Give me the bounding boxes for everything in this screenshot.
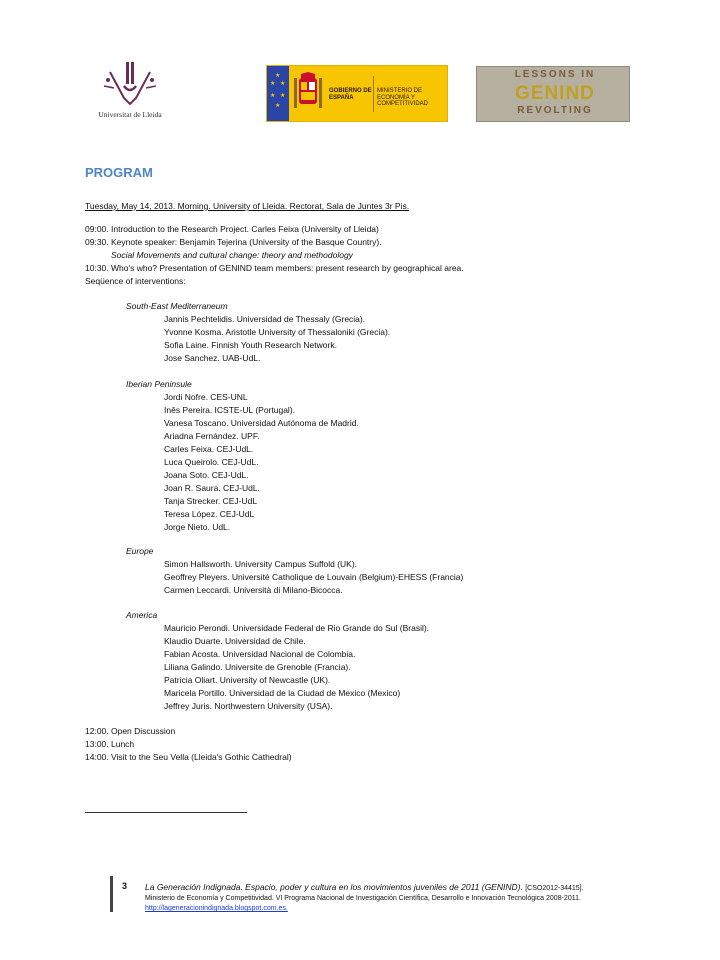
university-emblem-icon — [84, 58, 176, 110]
page-title: PROGRAM — [85, 165, 153, 180]
government-label: GOBIERNO DE ESPAÑA — [329, 88, 372, 101]
member-item: Jorge Nieto. UdL. — [164, 522, 231, 532]
schedule-line: 14:00. Visit to the Seu Vella (Lleida's Gothic Cathedral) — [85, 752, 292, 762]
member-item: Joan R. Saura. CEJ-UdL. — [164, 483, 260, 493]
member-item: Jannis Pechtelidis. Universidad de Thessaly (Grecia). — [164, 314, 366, 324]
member-item: Joana Soto. CEJ-UdL. — [164, 470, 249, 480]
member-item: Mauricio Perondi. Universidade Federal de Rio Grande do Sul (Brasil). — [164, 623, 430, 633]
genind-logo — [476, 66, 630, 122]
member-item: Teresa López. CEJ-UdL — [164, 509, 255, 519]
member-item: Carles Feixa. CEJ-UdL. — [164, 444, 254, 454]
keynote-topic: Social Movements and cultural change: theory and methodology — [111, 250, 353, 260]
page-number: 3 — [122, 881, 128, 891]
university-logo — [84, 58, 176, 122]
region-heading: Europe — [126, 546, 154, 556]
member-item: Simon Hallsworth. University Campus Suffold (UK). — [164, 559, 358, 569]
university-name: Universitat de Lleida — [98, 110, 162, 119]
member-item: Carmen Leccardi. Università di Milano-Bicocca. — [164, 585, 343, 595]
member-item: Ariadna Fernández. UPF. — [164, 431, 260, 441]
footer-funding: Ministerio de Economía y Competitividad. VI Programa Nacional de Investigación Científica, Desarrollo e Innovación Tecnológica 2008-2011. — [145, 895, 581, 902]
genind-wordmark: GENIND — [515, 83, 595, 104]
schedule-line: 13:00. Lunch — [85, 739, 135, 749]
sequence-label: Seqüence of interventions: — [85, 276, 186, 286]
member-item: Jose Sanchez. UAB-UdL. — [164, 353, 261, 363]
member-item: Maricela Portillo. Universidad de la Ciudad de Mexico (Mexico) — [164, 688, 401, 698]
footer-link[interactable]: http://lageneracionindignada.blogspot.com.es. — [145, 905, 288, 912]
genind-arc-bottom: REVOLTING — [517, 105, 593, 116]
session-subtitle: Tuesday, May 14, 2013. Morning. University of Lleida. Rectorat, Sala de Juntes 3r Pis. — [85, 201, 410, 211]
member-item: Sofia Laine. Finnish Youth Research Network. — [164, 340, 337, 350]
logo-divider — [373, 76, 374, 112]
member-item: Inês Pereira. ICSTE-UL (Portugal). — [164, 405, 296, 415]
member-item: Klaudio Duarte. Universidad de Chile. — [164, 636, 306, 646]
schedule-line: 09:30. Keynote speaker: Benjamin Tejerina (University of the Basque Country). — [85, 237, 382, 247]
schedule-line: 12:00. Open Discussion — [85, 726, 176, 736]
member-item: Vanesa Toscano. Universidad Autónoma de Madrid. — [164, 418, 359, 428]
ministry-label: MINISTERIO DE ECONOMÍA Y COMPETITIVIDAD — [377, 88, 429, 107]
member-item: Fabian Acosta. Universidad Nacional de Colombia. — [164, 649, 356, 659]
footer-bar — [110, 876, 113, 912]
schedule-line: 10:30. Who's who? Presentation of GENIND team members: present research by geographical area. — [85, 263, 464, 273]
member-item: Jeffrey Juris. Northwestern University (USA). — [164, 701, 333, 711]
coat-of-arms-icon — [293, 72, 323, 114]
footer-title-text: La Generación Indignada. Espacio, poder y cultura en los movimientos juveniles de 2011 (GENIND). — [145, 882, 523, 892]
footer-code: [CSO2012-34415]. — [525, 885, 584, 892]
government-logo — [266, 65, 448, 122]
member-item: Luca Queirolo. CEJ-UdL. — [164, 457, 259, 467]
region-heading: South-East Mediterraneum — [126, 301, 228, 311]
member-item: Patricia Oliart. University of Newcastle (UK). — [164, 675, 331, 685]
region-heading: America — [126, 610, 158, 620]
member-item: Yvonne Kosma. Aristotle University of Thessaloniki (Grecia). — [164, 327, 391, 337]
footnote-divider — [85, 812, 247, 813]
member-item: Geoffrey Pleyers. Université Catholique de Louvain (Belgium)-EHESS (Francia) — [164, 572, 464, 582]
eu-flag-icon: ★ ★ ★ ★ ★ ★ — [267, 66, 289, 121]
schedule-line: 09:00. Introduction to the Research Project. Carles Feixa (University of Lleida) — [85, 224, 379, 234]
member-item: Jordi Nofre. CES-UNL — [164, 392, 248, 402]
region-heading: Iberian Peninsule — [126, 379, 192, 389]
member-item: Tanja Strecker. CEJ-UdL — [164, 496, 258, 506]
member-item: Liliana Galindo. Universite de Grenoble (Francia). — [164, 662, 351, 672]
genind-arc-top: LESSONS IN — [514, 69, 596, 80]
